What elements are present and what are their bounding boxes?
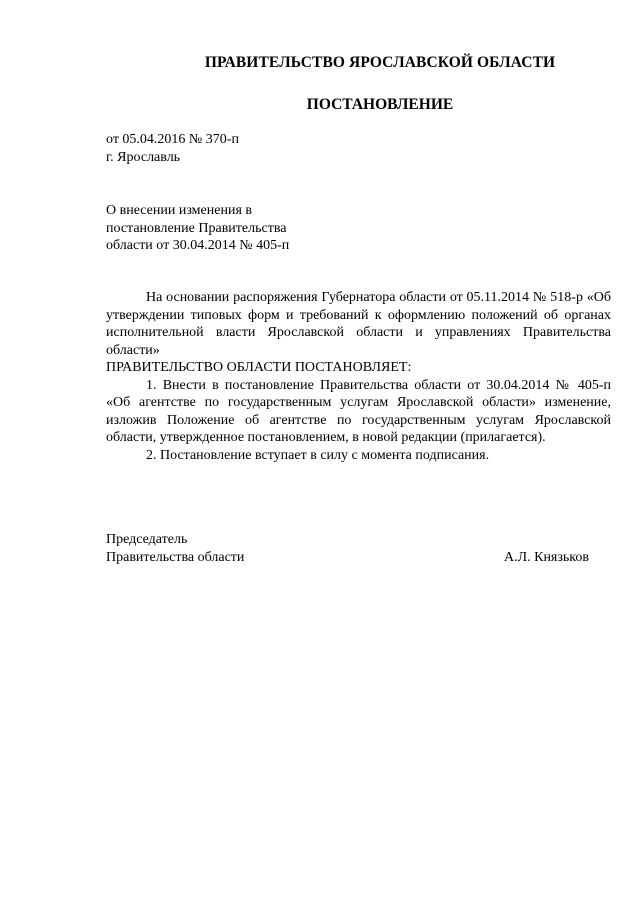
- signatory-position-line2: Правительства области: [106, 549, 245, 565]
- resolve-line: ПРАВИТЕЛЬСТВО ОБЛАСТИ ПОСТАНОВЛЯЕТ:: [106, 360, 412, 375]
- preamble-paragraph: На основании распоряжения Губернатора области от 05.11.2014 № 518-р «Об утверждении типовых форм и требований к оформлению положений об органах исполнительной власти Ярославской области и управлениях Правительства области»: [106, 290, 611, 358]
- document-meta: [106, 131, 239, 166]
- signatory-name: А.Л. Князьков: [504, 549, 589, 565]
- document-body: [106, 289, 611, 464]
- document-subject: [106, 202, 289, 255]
- government-title: ПРАВИТЕЛЬСТВО ЯРОСЛАВСКОЙ ОБЛАСТИ: [204, 54, 556, 71]
- signatory-position-line1: Председатель: [106, 532, 188, 547]
- date-number: от 05.04.2016 № 370-п: [106, 132, 239, 147]
- subject-line: О внесении изменения в: [106, 203, 252, 218]
- subject-line: постановление Правительства: [106, 220, 287, 236]
- signature-block: [106, 531, 589, 566]
- resolution-item-2: 2. Постановление вступает в силу с момента подписания.: [146, 447, 490, 463]
- document-type: ПОСТАНОВЛЕНИЕ: [306, 96, 454, 113]
- subject-line: области от 30.04.2014 № 405-п: [106, 238, 290, 253]
- city: г. Ярославль: [106, 149, 181, 165]
- resolution-item-1: 1. Внести в постановление Правительства области от 30.04.2014 № 405-п «Об агентстве по государственным услугам Ярославской области» изменение, изложив Положение об агентстве по государственным услугам Ярославской области, утвержденное постановлением, в новой редакции (прилагается).: [106, 377, 611, 445]
